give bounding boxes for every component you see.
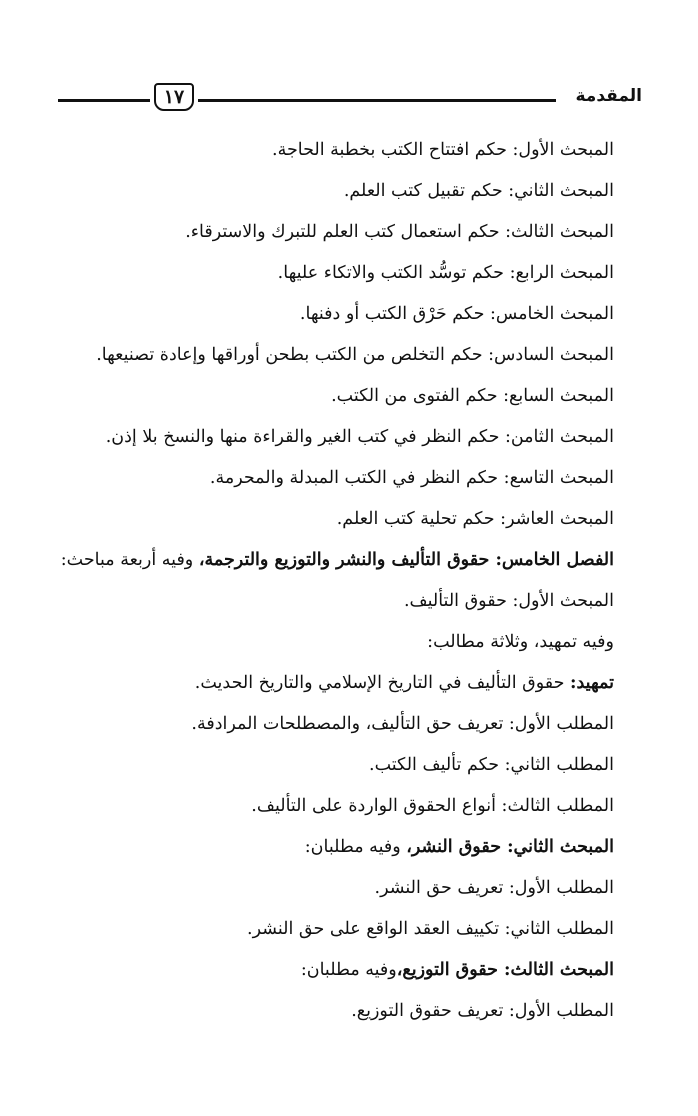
toc-line: المطلب الثاني: حكم تأليف الكتب. xyxy=(369,755,614,775)
toc-chapter-heading: الفصل الخامس: حقوق التأليف والنشر والتوزيع والترجمة، وفيه أربعة مباحث: xyxy=(60,550,614,570)
toc-line: المبحث الثالث: حكم استعمال كتب العلم للتبرك والاسترقاء. xyxy=(185,222,614,242)
toc-section-heading: المبحث الثاني: حقوق النشر، وفيه مطلبان: xyxy=(304,837,614,857)
toc-line: وفيه تمهيد، وثلاثة مطالب: xyxy=(427,632,614,652)
page-header xyxy=(58,82,642,122)
page-number: ١٧ xyxy=(163,86,185,108)
toc-line: المبحث الأول: حكم افتتاح الكتب بخطبة الحاجة. xyxy=(272,140,614,160)
header-rule-right xyxy=(198,99,556,102)
toc-line: المبحث السادس: حكم التخلص من الكتب بطحن أوراقها وإعادة تصنيعها. xyxy=(96,345,614,365)
toc-line: المبحث الثامن: حكم النظر في كتب الغير والقراءة منها والنسخ بلا إذن. xyxy=(105,427,614,447)
toc-line: المطلب الأول: تعريف حق النشر. xyxy=(374,878,614,898)
toc-section-heading: المبحث الثالث: حقوق التوزيع،وفيه مطلبان: xyxy=(300,960,614,980)
toc-line: المطلب الثالث: أنواع الحقوق الواردة على التأليف. xyxy=(251,796,614,816)
page-number-frame xyxy=(154,83,194,111)
toc-line: المبحث الرابع: حكم توسُّد الكتب والاتكاء عليها. xyxy=(277,263,614,283)
toc-line: المطلب الثاني: تكييف العقد الواقع على حق النشر. xyxy=(247,919,614,939)
toc-line: المبحث الأول: حقوق التأليف. xyxy=(403,591,614,611)
toc-line: المطلب الأول: تعريف حق التأليف، والمصطلحات المرادفة. xyxy=(191,714,614,734)
header-rule-left xyxy=(58,99,150,102)
table-of-contents xyxy=(24,130,614,1032)
toc-line: تمهيد: حقوق التأليف في التاريخ الإسلامي والتاريخ الحديث. xyxy=(194,673,614,693)
toc-line: المبحث العاشر: حكم تحلية كتب العلم. xyxy=(336,509,614,529)
chapter-title: المقدمة xyxy=(575,86,642,106)
toc-line: المطلب الأول: تعريف حقوق التوزيع. xyxy=(351,1001,614,1021)
toc-line: المبحث الخامس: حكم حَرْق الكتب أو دفنها. xyxy=(299,304,614,324)
toc-line: المبحث التاسع: حكم النظر في الكتب المبدلة والمحرمة. xyxy=(209,468,614,488)
toc-line: المبحث الثاني: حكم تقبيل كتب العلم. xyxy=(343,181,614,201)
toc-line: المبحث السابع: حكم الفتوى من الكتب. xyxy=(331,386,614,406)
